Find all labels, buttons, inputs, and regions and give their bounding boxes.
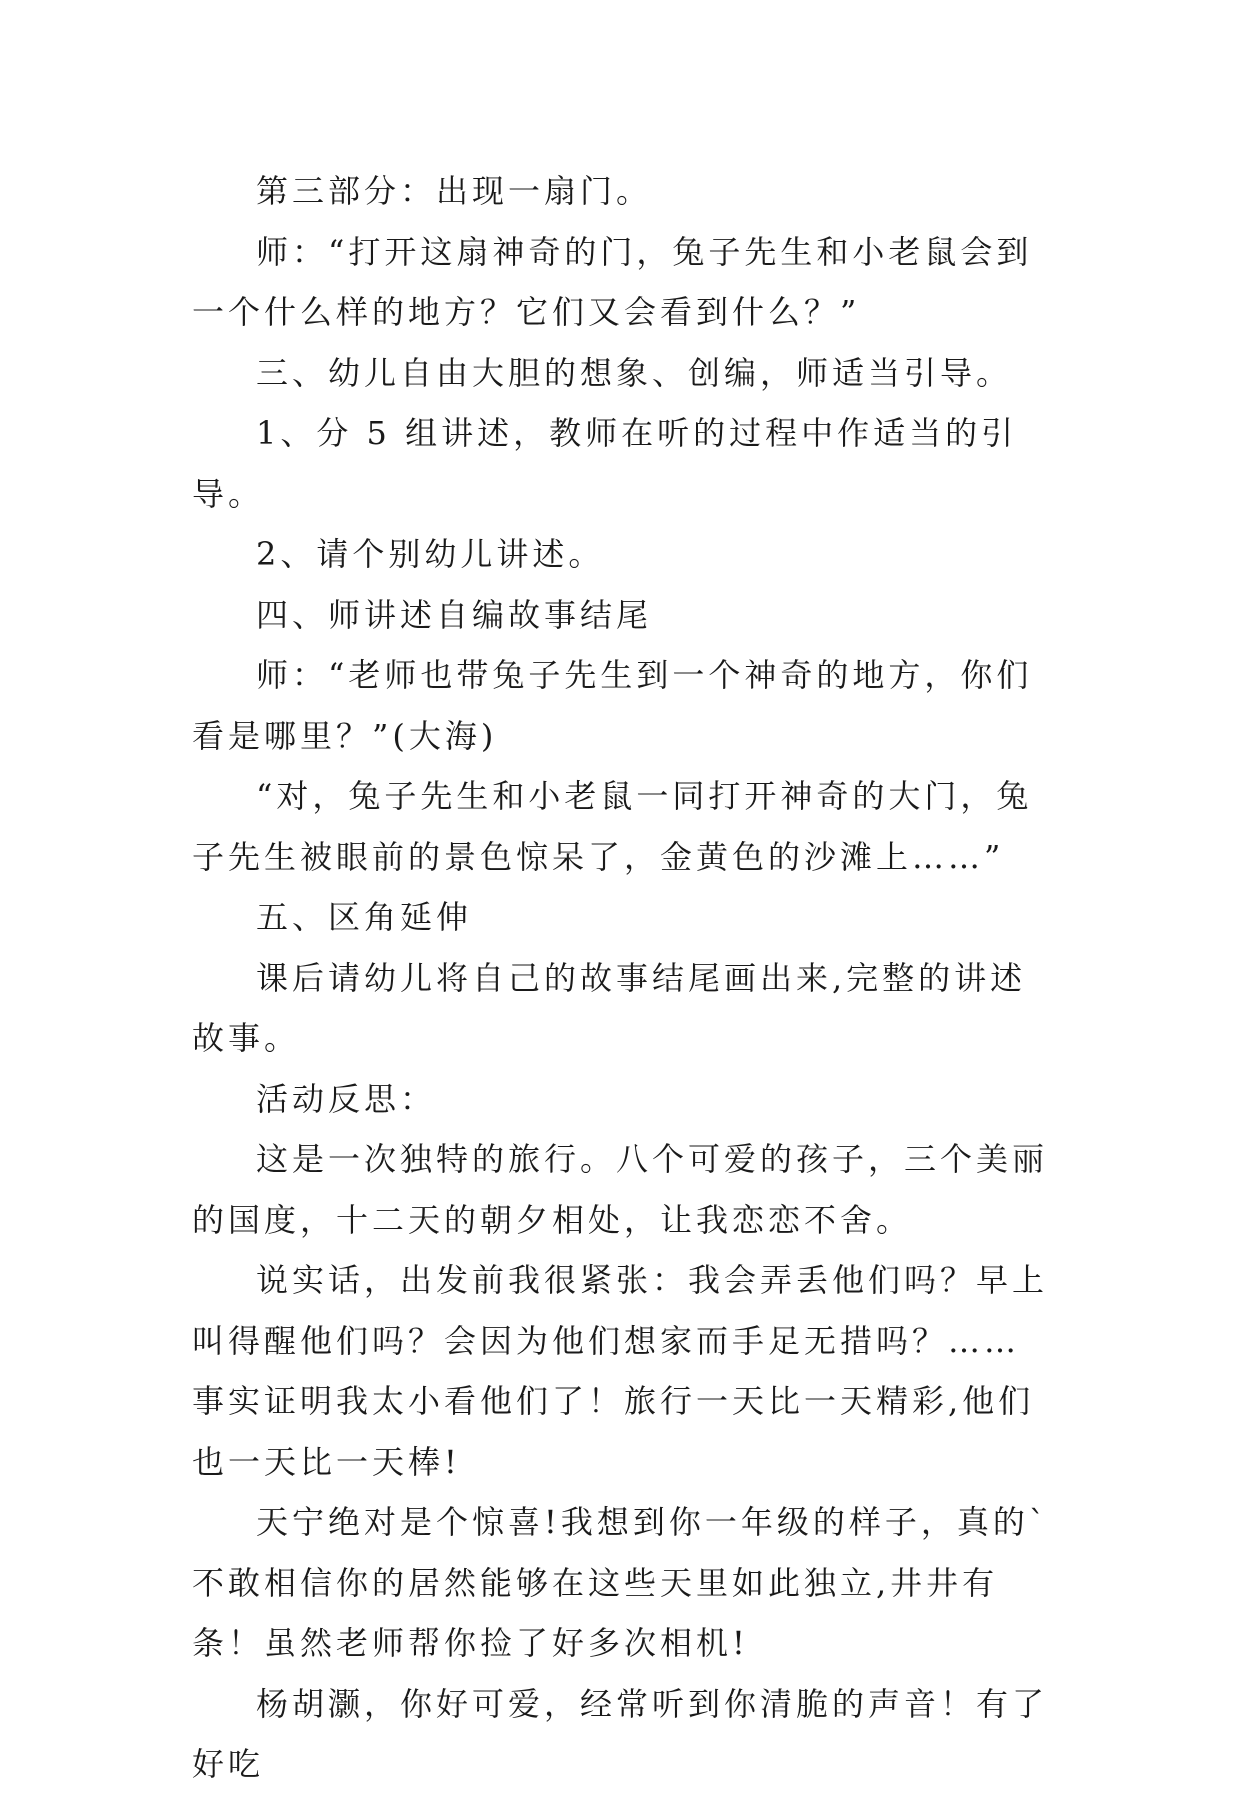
paragraph-extension: 课后请幼儿将自己的故事结尾画出来,完整的讲述故事。 [192,958,1027,1057]
paragraph-part-three: 第三部分：出现一扇门。 [256,172,653,210]
paragraph-step-one: 1、分 5 组讲述，教师在听的过程中作适当的引导。 [192,414,1018,513]
document-body [192,161,1058,1795]
paragraph-step-two: 2、请个别幼儿讲述。 [256,535,605,573]
paragraph-teacher-question: 师：“打开这扇神奇的门，兔子先生和小老鼠会到一个什么样的地方？它们又会看到什么？” [192,232,1033,331]
paragraph-story-ending: “对，兔子先生和小老鼠一同打开神奇的大门，兔子先生被眼前的景色惊呆了，金黄色的沙滩上……” [192,777,1033,876]
paragraph-teacher-sea: 师：“老师也带兔子先生到一个神奇的地方，你们看是哪里？”(大海) [192,656,1033,755]
paragraph-section-five: 五、区角延伸 [256,898,473,936]
paragraph-section-three: 三、幼儿自由大胆的想象、创编，师适当引导。 [256,353,1013,392]
paragraph-tianning: 天宁绝对是个惊喜!我想到你一年级的样子，真的`不敢相信你的居然能够在这些天里如此独立,井井有条！虽然老师帮你捡了好多次相机! [192,1503,1049,1662]
paragraph-section-four: 四、师讲述自编故事结尾 [256,595,653,634]
paragraph-yanghuhao: 杨胡灏，你好可爱，经常听到你清脆的声音！有了好吃 [192,1684,1049,1783]
paragraph-reflection-heading: 活动反思： [256,1079,437,1118]
paragraph-reflection-nervous: 说实话，出发前我很紧张：我会弄丢他们吗？早上叫得醒他们吗？会因为他们想家而手足无措吗？…… 事实证明我太小看他们了！旅行一天比一天精彩,他们也一天比一天棒! [192,1261,1049,1481]
paragraph-reflection-trip: 这是一次独特的旅行。八个可爱的孩子，三个美丽的国度，十二天的朝夕相处，让我恋恋不舍。 [192,1140,1049,1239]
